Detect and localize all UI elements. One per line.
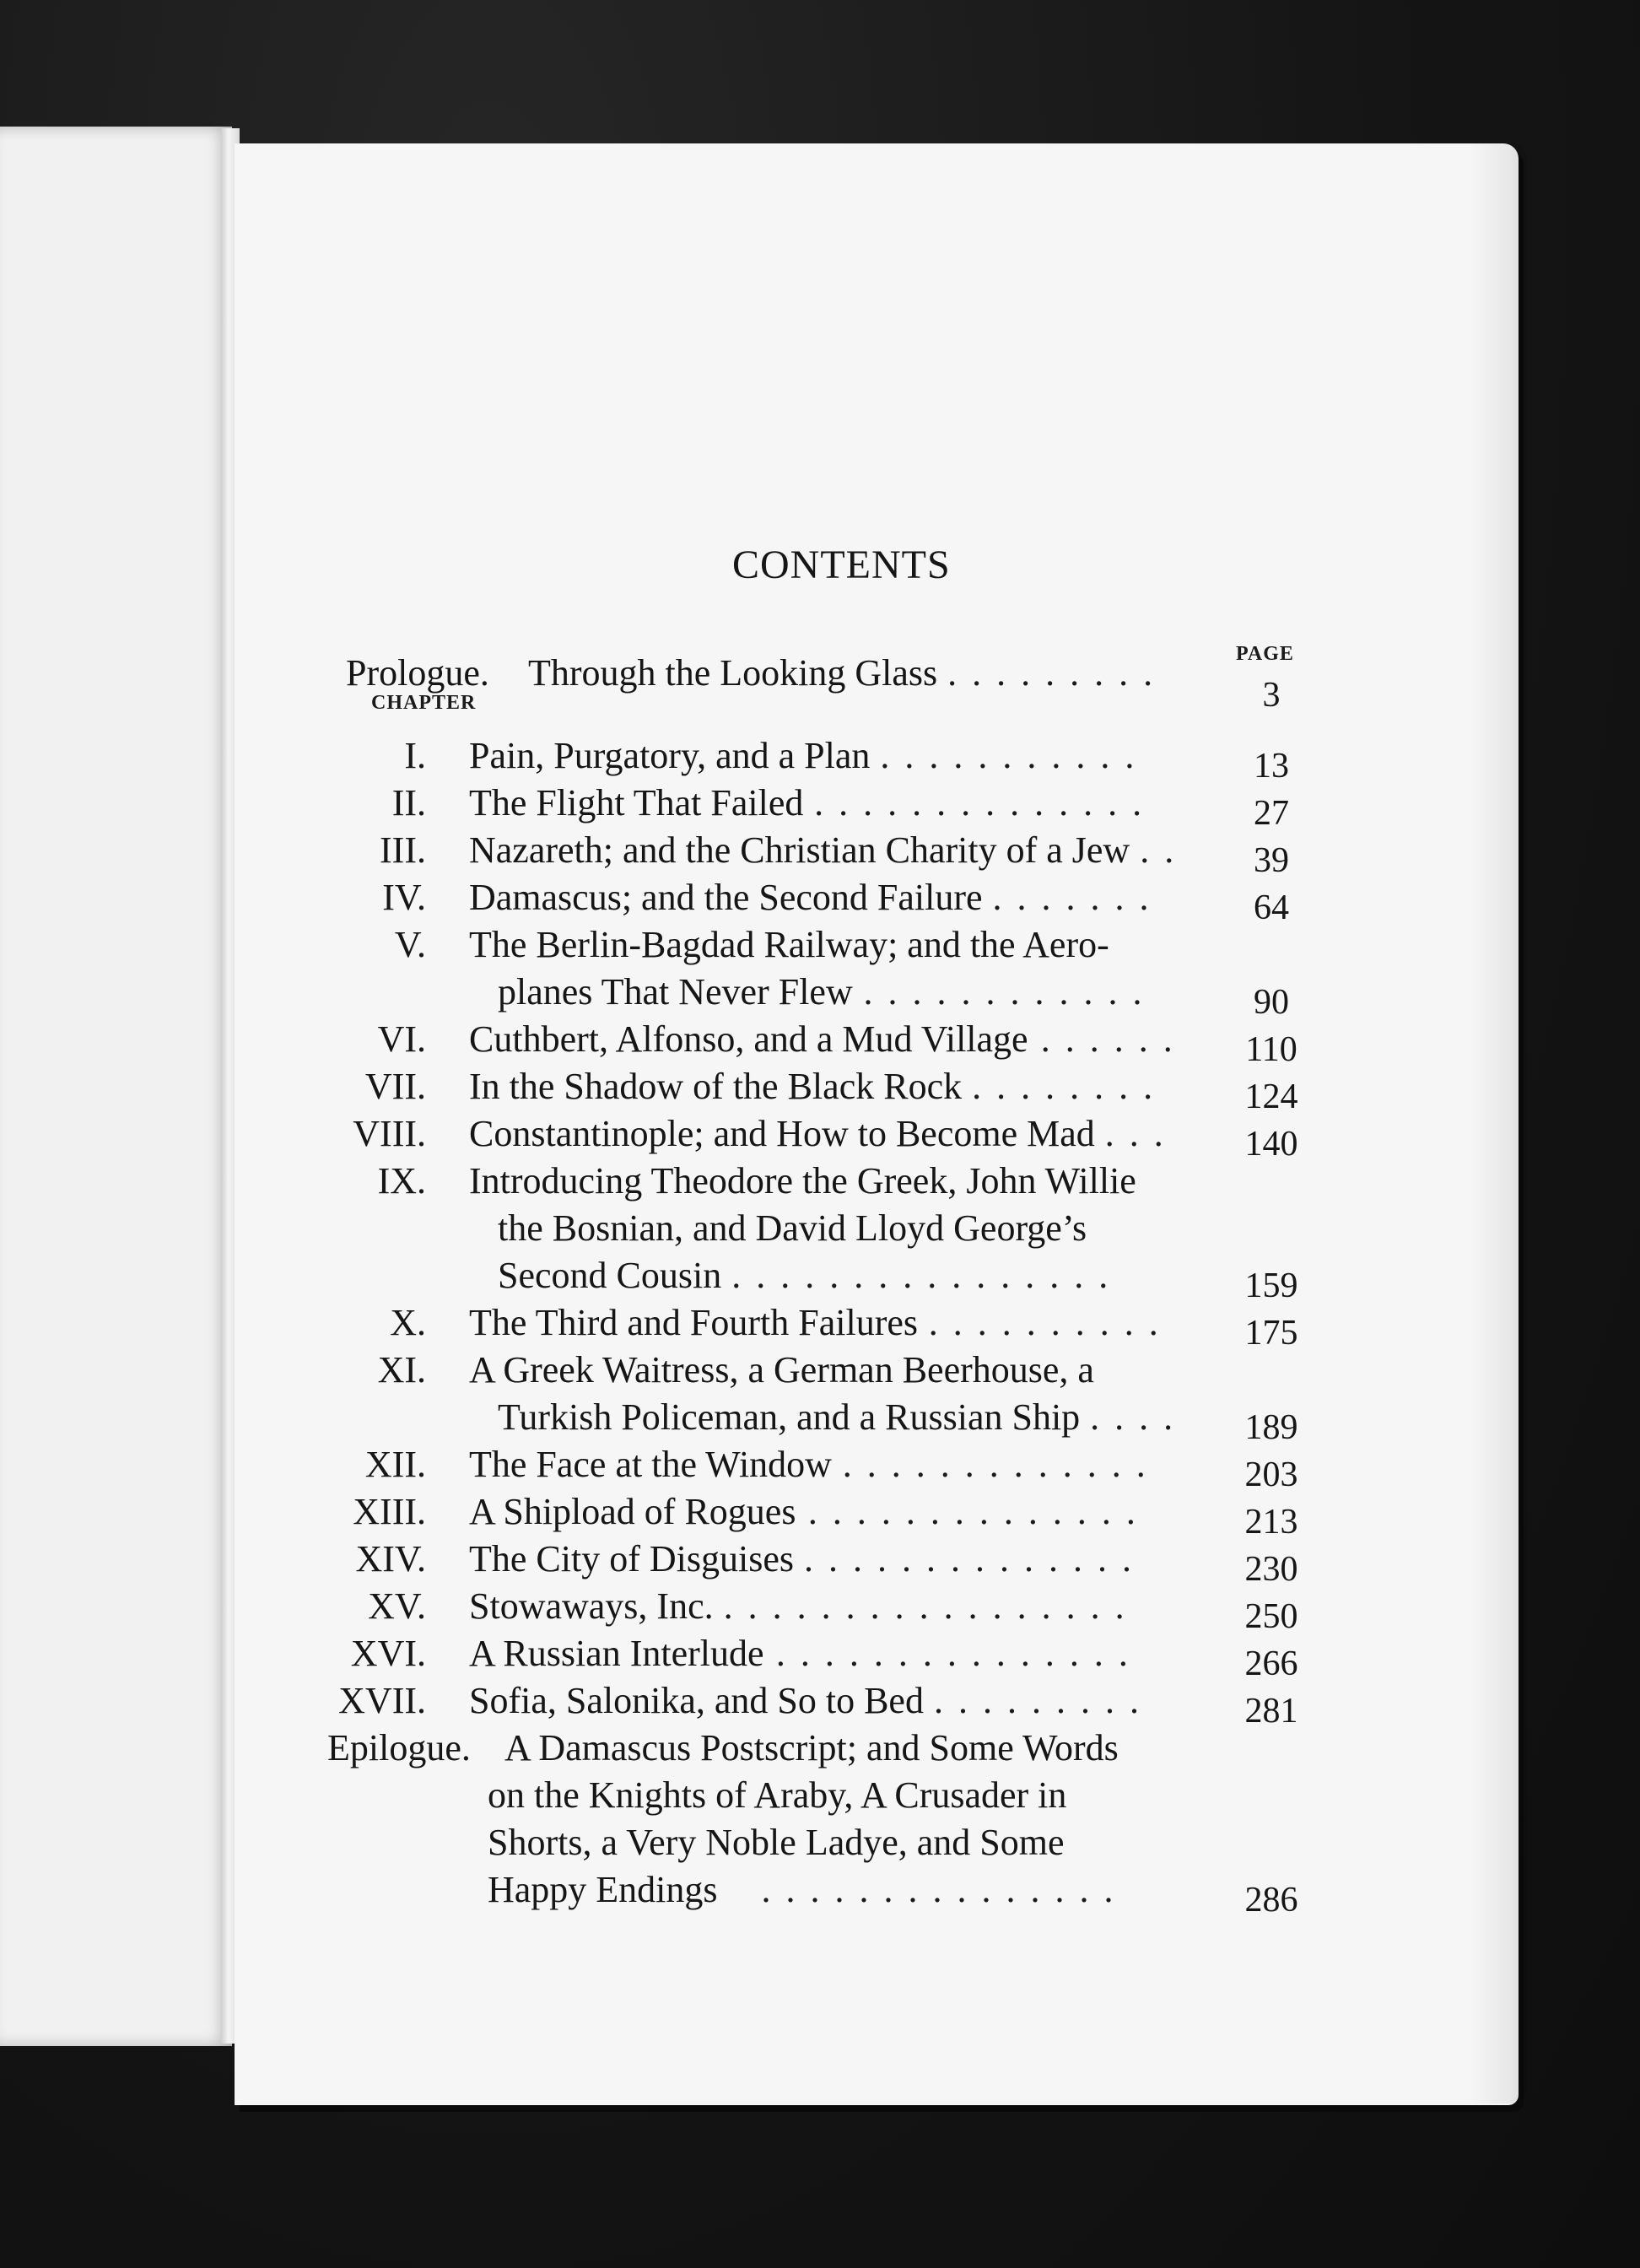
chapter-title: The Face at the Window [469,1444,832,1485]
chapter-number: XVI. [350,1633,426,1674]
toc-row [0,1252,1640,1305]
chapter-number: X. [390,1302,426,1343]
chapter-title: Nazareth; and the Christian Charity of a Jew [469,829,1130,871]
page-number: 39 [1254,841,1289,880]
leader-dots: ......... [947,652,1168,694]
chapter-title: A Russian Interlude [469,1633,764,1674]
chapter-column-header: CHAPTER [371,692,477,714]
chapter-number: II. [391,782,426,824]
chapter-title: The Berlin-Bagdad Railway; and the Aero- [469,924,1109,965]
toc-row [0,1441,1640,1494]
chapter-number: III. [380,829,426,871]
chapter-title: Constantinople; and How to Become Mad [469,1113,1095,1154]
toc-row [0,780,1640,833]
page-number: 286 [1244,1881,1298,1920]
toc-row [0,874,1640,927]
page-number: 124 [1244,1077,1298,1116]
toc-row [0,1583,1640,1636]
toc-row [0,969,1640,1022]
toc-row [0,1488,1640,1542]
leader-dots: ............. [842,1444,1161,1485]
leader-dots: ........ [972,1066,1168,1107]
chapter-title: The Third and Fourth Failures [469,1302,918,1343]
page-number: 140 [1244,1125,1298,1164]
chapter-title: Turkish Policeman, and a Russian Ship [498,1396,1081,1438]
page-number: 213 [1244,1503,1298,1542]
page-title: CONTENTS [732,543,951,587]
chapter-number: VII. [364,1066,426,1107]
toc-row-epilogue [0,1819,1640,1866]
chapter-title: Introducing Theodore the Greek, John Willie [469,1160,1136,1202]
leader-dots: ........... [880,735,1150,776]
leader-dots: .............. [803,1538,1146,1580]
page-number: 281 [1244,1692,1298,1731]
chapter-title: Cuthbert, Alfonso, and a Mud Village [469,1018,1028,1060]
chapter-title: Stowaways, Inc. [469,1585,714,1627]
toc-row [0,1016,1640,1069]
prologue-label: Prologue. [346,652,489,694]
leader-dots: .............. [814,782,1157,824]
leader-dots: .. [1140,829,1190,871]
prologue-title: Through the Looking Glass [528,652,938,694]
toc-row [0,1158,1640,1205]
page-number: 250 [1244,1597,1298,1636]
chapter-number: XII. [364,1444,426,1485]
toc-row [0,1205,1640,1252]
toc-row [0,1630,1640,1683]
chapter-title: In the Shadow of the Black Rock [469,1066,963,1107]
chapter-number: XI. [377,1349,426,1390]
toc-row [0,1347,1640,1394]
page-number: 159 [1244,1266,1298,1305]
page-number: 230 [1244,1550,1298,1589]
chapter-number: V. [394,924,426,965]
page-number: 90 [1254,983,1289,1022]
leader-dots: .......... [928,1302,1173,1343]
chapter-number: I. [404,735,426,776]
toc-row [0,827,1640,880]
page-number: 203 [1244,1455,1298,1494]
toc-row-epilogue [0,1725,1640,1772]
leader-dots: ...... [1040,1018,1188,1060]
chapter-number: IX. [377,1160,426,1202]
leader-dots: .... [1090,1396,1189,1438]
page-number: 27 [1254,794,1289,833]
toc-row [0,921,1640,969]
toc-row-epilogue [0,1866,1640,1920]
leader-dots: ....... [992,877,1164,918]
chapter-title: Damascus; and the Second Failure [469,877,983,918]
chapter-title: A Shipload of Rogues [469,1491,796,1532]
toc-row [0,1110,1640,1164]
chapter-title: the Bosnian, and David Lloyd George’s [498,1207,1087,1249]
chapter-number: XIV. [355,1538,426,1580]
chapter-number: XVII. [338,1680,426,1721]
leader-dots: .............. [807,1491,1151,1532]
toc-row [0,1677,1640,1731]
toc-row-epilogue [0,1772,1640,1819]
epilogue-title: A Damascus Postscript; and Some Words [504,1727,1119,1768]
chapter-title: Pain, Purgatory, and a Plan [469,735,871,776]
page-number: 3 [1262,676,1281,715]
chapter-title: The Flight That Failed [469,782,804,824]
chapter-number: VI. [377,1018,426,1060]
leader-dots: ......... [933,1680,1154,1721]
chapter-title: The City of Disguises [469,1538,794,1580]
chapter-number: VIII. [353,1113,426,1154]
leader-dots: ... [1104,1113,1179,1154]
page-number: 13 [1254,747,1289,786]
toc-row [0,1394,1640,1447]
toc-row [0,1063,1640,1116]
page-number: 266 [1244,1644,1298,1683]
leader-dots: ............... [775,1633,1143,1674]
chapter-number: XV. [368,1585,426,1627]
page-number: 189 [1244,1408,1298,1447]
leader-dots: ................. [723,1585,1140,1627]
chapter-number: XIII. [353,1491,426,1532]
page-number: 110 [1245,1030,1297,1069]
leader-dots: ............ [863,971,1157,1012]
page-number: 175 [1244,1314,1298,1353]
toc-row [0,732,1640,786]
chapter-title: planes That Never Flew [498,971,853,1012]
chapter-title: A Greek Waitress, a German Beerhouse, a [469,1349,1094,1390]
chapter-number: IV. [382,877,426,918]
leader-dots: ............... [761,1869,1129,1910]
epilogue-title: on the Knights of Araby, A Crusader in [488,1774,1067,1816]
chapter-title: Second Cousin [498,1255,722,1296]
page-column-header: PAGE [1236,643,1294,665]
toc-row [0,1536,1640,1589]
epilogue-title: Shorts, a Very Noble Ladye, and Some [488,1822,1065,1863]
page-number: 64 [1254,888,1289,927]
toc-row [0,1299,1640,1353]
chapter-title: Sofia, Salonika, and So to Bed [469,1680,924,1721]
leader-dots: ................ [731,1255,1124,1296]
epilogue-label: Epilogue. [327,1727,471,1768]
epilogue-title: Happy Endings [488,1869,718,1910]
